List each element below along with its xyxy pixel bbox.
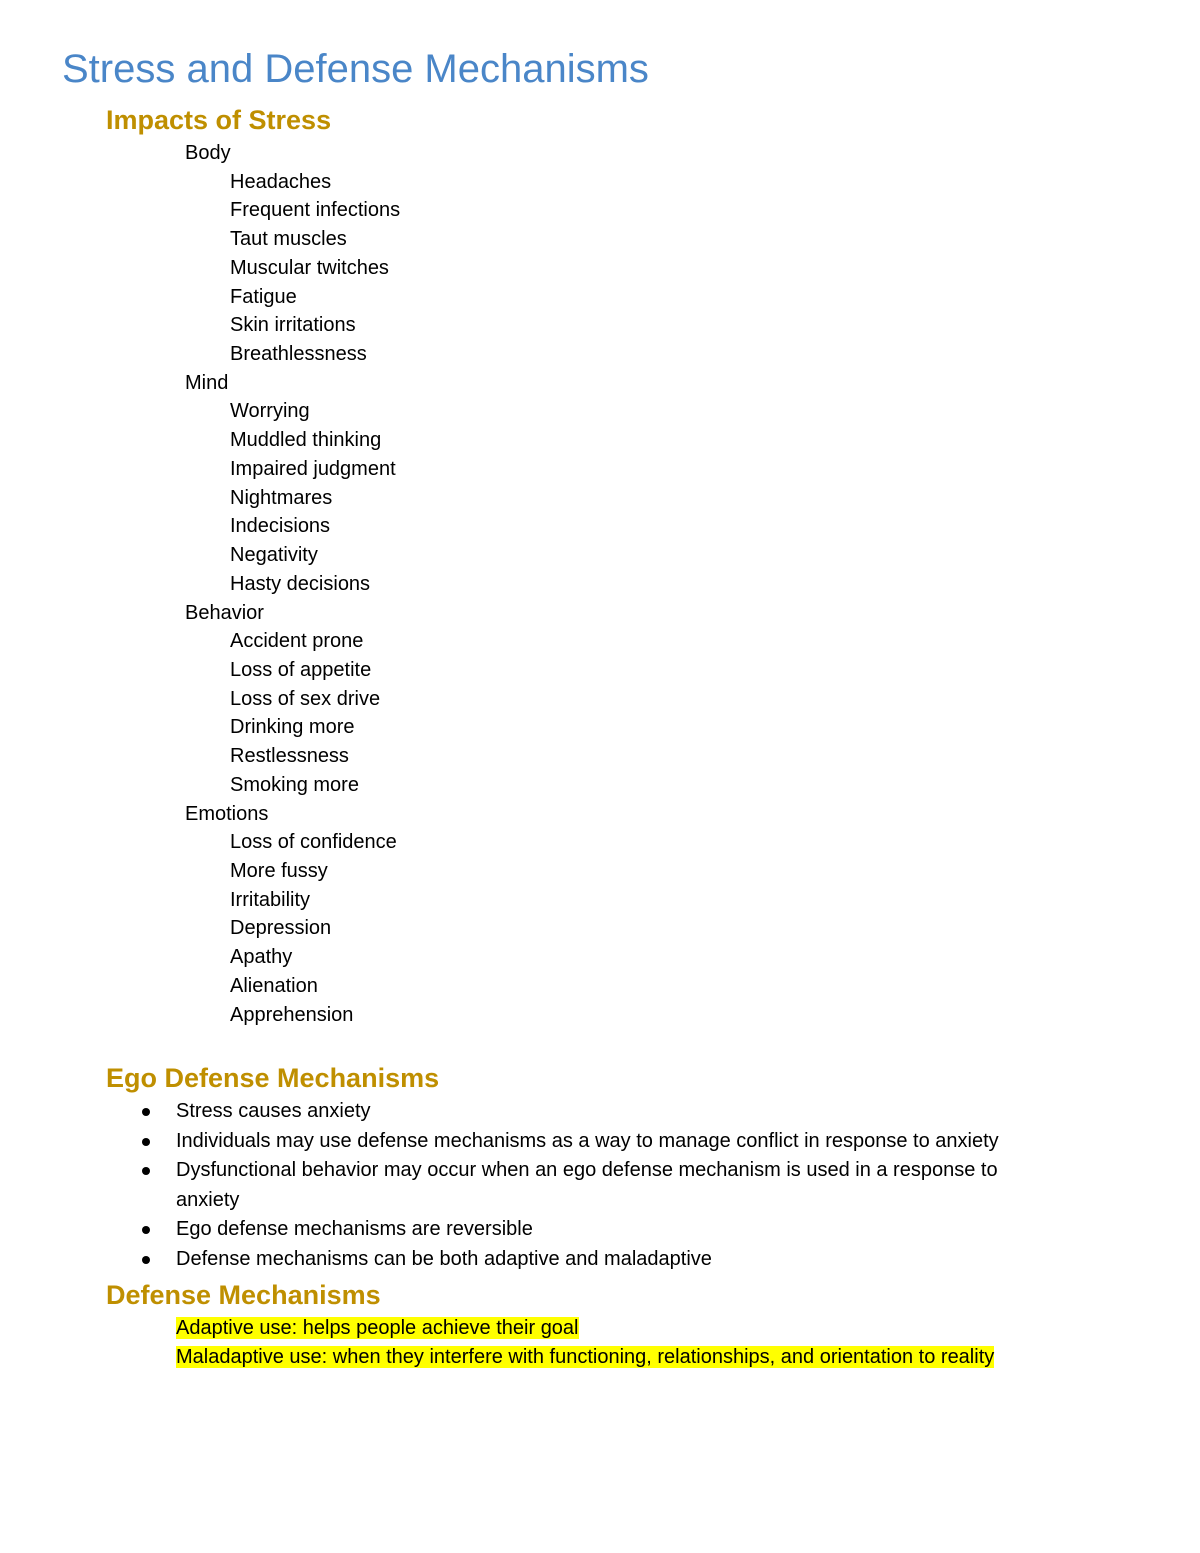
category-label: Emotions [185,802,269,825]
list-item: Loss of sex drive [230,687,381,710]
list-item: More fussy [230,859,328,882]
bullet-item [0,1156,1056,1215]
list-item: Headaches [230,170,332,193]
ego-bullet-list [0,1097,1200,1275]
list-item: Restlessness [230,745,349,768]
bullet-text: Defense mechanisms can be both adaptive and maladaptive [176,1247,712,1270]
list-item: Irritability [230,888,311,911]
category-label: Mind [185,371,229,394]
bullet-item [0,1097,1056,1127]
bullet-dot-icon [142,1167,150,1175]
category-label: Body [185,142,231,164]
list-item: Worrying [230,400,310,423]
bullet-text: Stress causes anxiety [176,1100,371,1122]
bullet-item [0,1245,1056,1275]
list-item: Frequent infections [230,199,401,222]
list-item: Alienation [230,974,318,997]
list-item: Hasty decisions [230,572,371,595]
list-item: Apprehension [230,1003,354,1026]
list-item: Nightmares [230,486,333,509]
bullet-dot-icon [142,1256,150,1264]
bullet-dot-icon [142,1108,150,1116]
bullet-dot-icon [142,1226,150,1234]
list-item: Smoking more [230,773,359,796]
bullet-text: Ego defense mechanisms are reversible [176,1218,533,1241]
list-item: Drinking more [230,716,355,739]
list-item: Apathy [230,946,293,969]
defense-heading: Defense Mechanisms [106,1280,381,1310]
bullet-text: Dysfunctional behavior may occur when an ego defense mechanism is used in a response to anxiety [176,1159,998,1211]
list-item: Loss of appetite [230,658,372,681]
bullet-dot-icon [142,1138,150,1146]
list-item: Muddled thinking [230,429,382,452]
bullet-text: Individuals may use defense mechanisms as a way to manage conflict in response to anxiety [176,1129,999,1152]
document-title: Stress and Defense Mechanisms [62,47,649,91]
list-item: Accident prone [230,630,364,653]
list-item: Negativity [230,544,318,567]
ego-heading: Ego Defense Mechanisms [106,1063,440,1093]
impacts-heading: Impacts of Stress [106,105,332,135]
bullet-item [0,1127,1056,1157]
list-item: Depression [230,917,332,940]
list-item: Impaired judgment [230,457,396,480]
impacts-outline [0,139,1200,1029]
list-item: Muscular twitches [230,256,389,279]
list-item: Breathlessness [230,343,367,366]
list-item: Indecisions [230,515,331,538]
defense-highlights [176,1314,1036,1371]
list-item: Skin irritations [230,314,356,337]
list-item: Loss of confidence [230,831,397,854]
list-item: Fatigue [230,285,297,308]
list-item: Taut muscles [230,228,347,251]
bullet-item [0,1215,1056,1245]
maladaptive-use-text: Maladaptive use: when they interfere with functioning, relationships, and orientation to reality [176,1345,995,1368]
category-label: Behavior [185,601,264,624]
adaptive-use-text: Adaptive use: helps people achieve their goal [176,1317,579,1339]
